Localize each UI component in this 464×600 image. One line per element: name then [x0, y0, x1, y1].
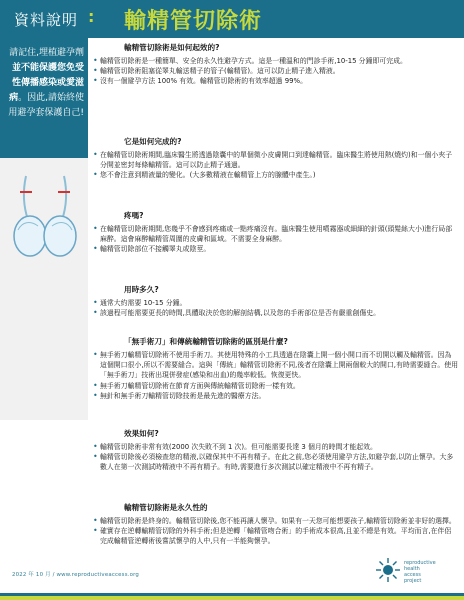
list-item: • 輸精管切除術阻塞從睪丸輸送精子的管子(輸精管)。這可以防止精子進入精液。 [92, 66, 458, 76]
section-title: 輸精管切除術是永久性的 [124, 503, 208, 512]
list-item: • 輸精管切除術非常有效(2000 次失敗不到 1 次)。但可能需要長達 3 個月的時間才能起效。 [92, 442, 458, 452]
section-how-done [92, 136, 458, 181]
list-item: • 在輸精管切除術期間,您幾乎不會感到疼痛或一點疼痛沒有。臨床醫生使用噴霧器或細細的針頭(頭髮絲大小)進行局部麻醉。這會麻醉輸精管周圍的皮膚和區域。不需要全身麻醉。 [92, 224, 458, 244]
rhap-logo [374, 556, 458, 586]
list-item: • 無手術刀輸精管切除術不使用手術刀。其使用特殊的小工具透過在陰囊上開一個小開口而不切開以觸及輸精管。因為這個開口很小,所以不需要縫合。這與「傳統」輸精管切除術不同,後者在陰囊上開兩個較大的開口,有時需要縫合。使用「無手術刀」技術出現併發症(感染和出血)的幾率較低。恢復更快。 [92, 350, 458, 381]
section-permanent [92, 502, 458, 547]
callout-post: 。因此,請始終使用避孕套保護自己! [8, 93, 84, 118]
section-pain [92, 210, 458, 255]
section-how-it-works [92, 42, 458, 87]
callout-bold: 並不能保護您免受性傳播感染或愛滋病 [9, 63, 84, 103]
list-item: • 通常大約需要 10-15 分鐘。 [92, 298, 458, 308]
section-title: 用時多久? [124, 285, 159, 294]
callout-pre: 請記住,埋植避孕劑 [9, 48, 84, 58]
section-duration [92, 284, 458, 318]
list-item: • 輸精管切除部位不接觸睪丸或陰莖。 [92, 244, 458, 254]
logo-line: access [404, 572, 421, 578]
callout-box [0, 38, 88, 158]
callout-text [4, 46, 84, 121]
section-title: 「無手術刀」和傳統輸精管切除術的區別是什麼? [124, 337, 288, 346]
list-item: • 您不會注意到精液量的變化。(大多數精液在輸精管上方的腺體中產生。) [92, 170, 458, 180]
list-item: • 在輸精管切除術期間,臨床醫生將透過陰囊中的單個微小皮膚開口到達輸精管。臨床醫生將使用熱(燒灼)和一個小夾子分開並密封每條輸精管。這可以防止精子通過。 [92, 150, 458, 170]
footer-stripe-green [0, 596, 464, 600]
list-item: • 無手術刀輸精管切除術在節育方面與傳統輸精管切除術一樣有效。 [92, 381, 458, 391]
list-item: • 輸精管切除術是一種簡單、安全的永久性避孕方式。這是一種溫和的門診手術,10-15 分鐘即可完成。 [92, 56, 458, 66]
list-item: • 確實存在逆轉輸精管切除的外科手術;但是逆轉「輸精管吻合術」的手術成本很高,且並不總是有效。平均而言,在伴侶完成輸精管逆轉術後嘗試懷孕的人中,只有一半能夠懷孕。 [92, 526, 458, 546]
section-no-scalpel [92, 336, 458, 401]
logo-line: project [404, 578, 422, 584]
logo-line: health [404, 566, 420, 572]
list-item: • 輸精管切除術是終身的。輸精管切除後,您不能再讓人懷孕。如果有一天您可能想要孩子,輸精管切除術並非好的選擇。 [92, 516, 458, 526]
section-title: 它是如何完成的? [124, 137, 182, 146]
header-kicker: 資料說明 [14, 11, 79, 29]
section-effectiveness [92, 428, 458, 473]
sunburst-icon [374, 556, 402, 584]
logo-line: reproductive [404, 560, 436, 566]
footer-date-url: 2022 年 10 月 / www.reproductiveaccess.org [12, 572, 140, 578]
logo-text [404, 560, 436, 584]
anatomy-illustration [8, 170, 84, 262]
section-title: 輸精管切除術是如何起效的? [124, 43, 220, 52]
page-title: 輸精管切除術 [124, 9, 263, 34]
page-header [0, 0, 464, 38]
section-title: 效果如何? [124, 429, 159, 438]
list-item: • 該過程可能需要更長的時間,具體取決於您的解剖結構,以及您的手術部位是否有嚴重創傷史。 [92, 308, 458, 318]
list-item: • 無針和無手術刀輸精管切除技術是最先進的醫療方法。 [92, 391, 458, 401]
section-title: 疼嗎? [124, 211, 144, 220]
list-item: • 輸精管切除後必須檢查您的精液,以確保其中不再有精子。在此之前,您必須使用避孕方法,如避孕套,以防止懷孕。大多數人在第一次測試時精液中不再有精子。有時,需要進行多次測試以確定精液中不再有精子。 [92, 452, 458, 472]
header-colon: : [88, 7, 95, 26]
list-item: • 沒有一個避孕方法 100% 有效。輸精管切除術的有效率超過 99%。 [92, 76, 458, 86]
